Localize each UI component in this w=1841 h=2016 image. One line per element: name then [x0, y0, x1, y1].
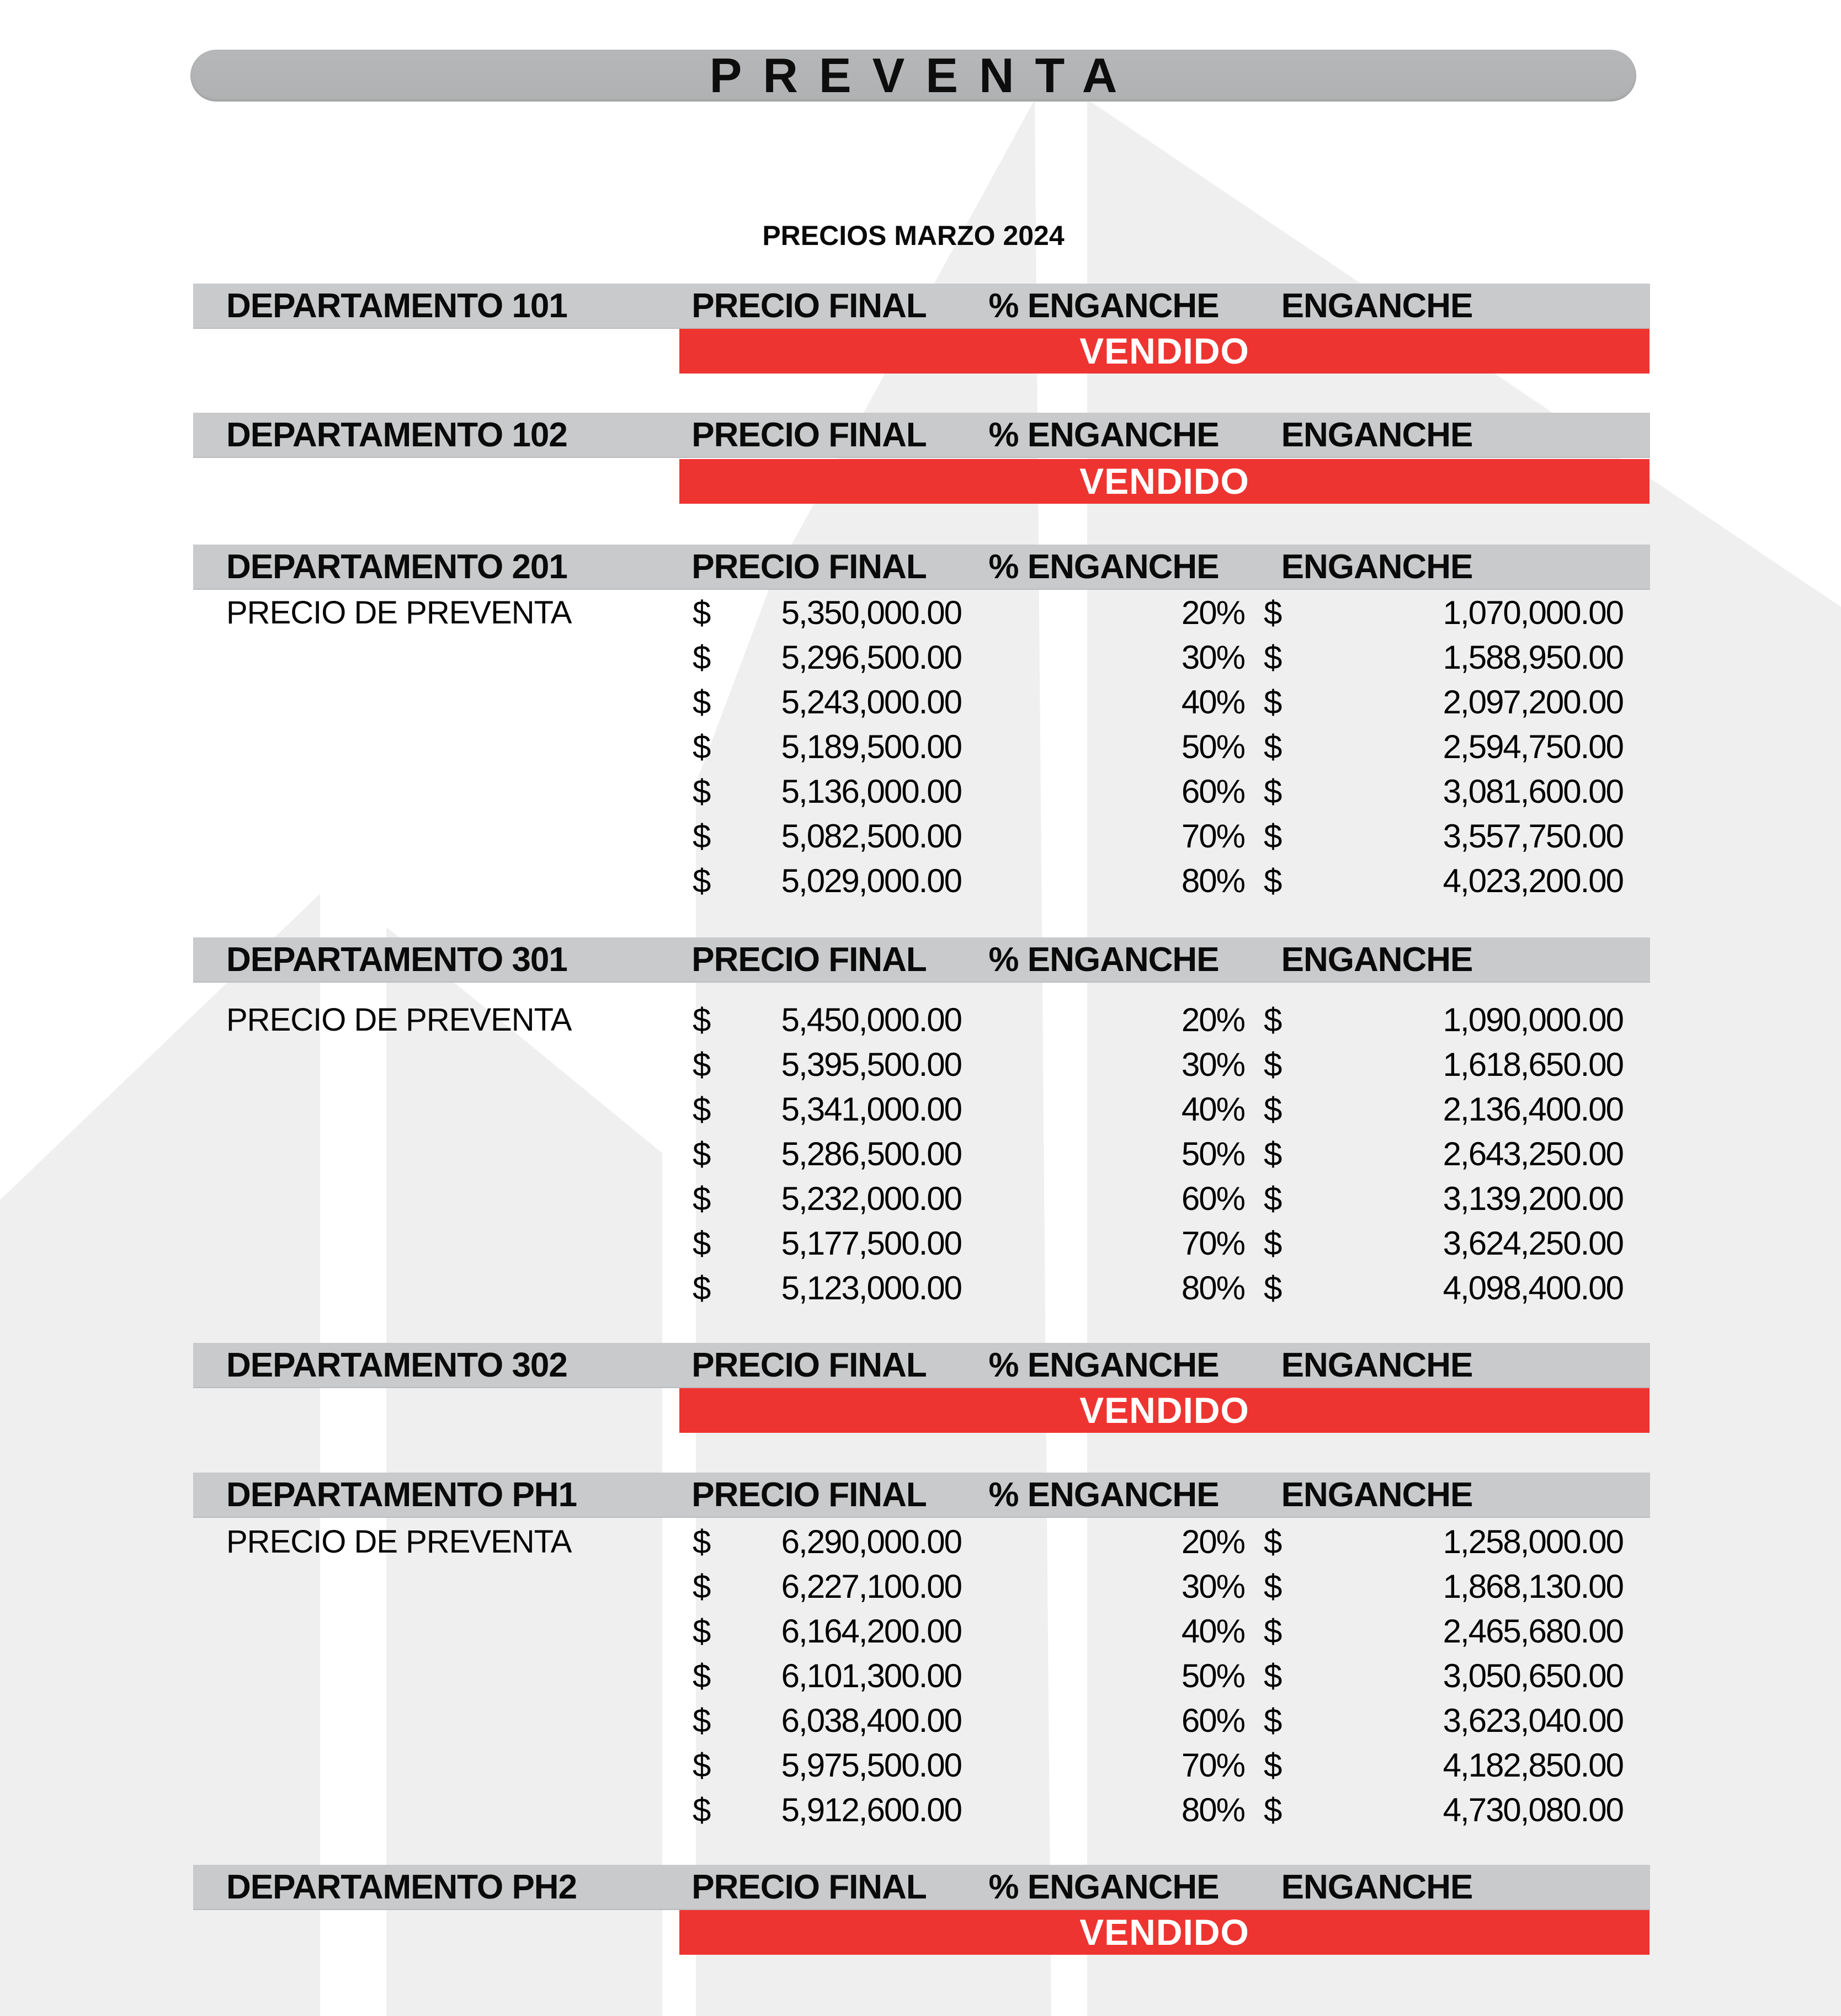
pct-enganche-value: 60% [1181, 773, 1244, 810]
currency-symbol: $ [1264, 1225, 1281, 1262]
pct-enganche-value: 50% [1181, 728, 1244, 765]
precio-final-cell [693, 1087, 961, 1132]
currency-symbol: $ [1264, 773, 1281, 810]
section-header-302 [193, 1343, 1650, 1388]
sold-banner-102 [679, 459, 1650, 504]
precio-final-value: 5,395,500.00 [781, 1046, 961, 1083]
presale-label: PRECIO DE PREVENTA [226, 1002, 572, 1038]
precio-final-value: 5,975,500.00 [781, 1747, 961, 1784]
currency-symbol: $ [1264, 1747, 1281, 1784]
pct-enganche-value: 60% [1181, 1702, 1244, 1739]
sold-label: VENDIDO [1079, 1390, 1249, 1431]
pct-enganche-value: 20% [1181, 1001, 1244, 1038]
section-header-201 [193, 545, 1650, 590]
pct-enganche-value: 70% [1181, 1225, 1244, 1262]
currency-symbol: $ [1264, 1613, 1281, 1650]
currency-symbol: $ [1264, 1180, 1281, 1217]
enganche-value: 2,643,250.00 [1443, 1135, 1623, 1172]
col-enganche: ENGANCHE [1281, 1476, 1473, 1514]
enganche-value: 4,023,200.00 [1443, 862, 1623, 899]
currency-symbol: $ [693, 594, 710, 631]
currency-symbol: $ [1264, 594, 1281, 631]
precio-final-value: 6,227,100.00 [781, 1568, 961, 1605]
currency-symbol: $ [693, 1657, 710, 1694]
pct-enganche-value: 60% [1181, 1180, 1244, 1217]
col-pct-enganche: % ENGANCHE [988, 1346, 1219, 1384]
enganche-value: 2,136,400.00 [1443, 1091, 1623, 1128]
section-header-301 [193, 937, 1650, 983]
precio-final-cell [693, 1609, 961, 1654]
col-precio-final: PRECIO FINAL [691, 1476, 927, 1514]
currency-symbol: $ [1264, 684, 1281, 721]
price-row [0, 1266, 1841, 1310]
pct-enganche-value: 50% [1181, 1135, 1244, 1172]
precio-final-cell [693, 1743, 961, 1788]
precio-final-value: 5,912,600.00 [781, 1791, 961, 1828]
dept-name: DEPARTAMENTO 101 [226, 287, 567, 325]
pct-enganche-value: 30% [1181, 639, 1244, 676]
enganche-cell [1264, 1519, 1623, 1564]
sold-banner-302 [679, 1388, 1650, 1433]
precio-final-cell [693, 1519, 961, 1564]
price-row [0, 635, 1841, 680]
precio-final-value: 5,189,500.00 [781, 728, 961, 765]
section-header-101 [193, 284, 1650, 329]
enganche-value: 1,070,000.00 [1443, 594, 1623, 631]
precio-final-cell [693, 998, 961, 1042]
col-precio-final: PRECIO FINAL [691, 1868, 927, 1906]
price-row [0, 1519, 1841, 1564]
sold-label: VENDIDO [1079, 461, 1249, 502]
precio-final-value: 5,341,000.00 [781, 1091, 961, 1128]
sold-banner-101 [679, 329, 1650, 374]
col-enganche: ENGANCHE [1281, 416, 1473, 454]
currency-symbol: $ [693, 1270, 710, 1306]
enganche-value: 4,182,850.00 [1443, 1747, 1623, 1784]
currency-symbol: $ [693, 862, 710, 899]
precio-final-cell [693, 1132, 961, 1176]
enganche-cell [1264, 1609, 1623, 1654]
col-precio-final: PRECIO FINAL [691, 287, 927, 325]
enganche-cell [1264, 680, 1623, 724]
price-row [0, 1698, 1841, 1743]
currency-symbol: $ [1264, 862, 1281, 899]
currency-symbol: $ [693, 1702, 710, 1739]
precio-final-cell [693, 1564, 961, 1609]
currency-symbol: $ [693, 1001, 710, 1038]
currency-symbol: $ [1264, 1791, 1281, 1828]
dept-name: DEPARTAMENTO 201 [226, 548, 567, 586]
precio-final-value: 6,038,400.00 [781, 1702, 961, 1739]
currency-symbol: $ [693, 1613, 710, 1650]
pct-enganche-value: 80% [1181, 1791, 1244, 1828]
precio-final-value: 6,290,000.00 [781, 1523, 961, 1560]
section-header-ph2 [193, 1865, 1650, 1910]
currency-symbol: $ [1264, 1702, 1281, 1739]
pct-enganche-value: 30% [1181, 1568, 1244, 1605]
price-row [0, 814, 1841, 858]
enganche-cell [1264, 1788, 1623, 1832]
col-enganche: ENGANCHE [1281, 548, 1473, 586]
currency-symbol: $ [693, 684, 710, 721]
currency-symbol: $ [1264, 728, 1281, 765]
subtitle: PRECIOS MARZO 2024 [762, 220, 1065, 251]
enganche-value: 1,588,950.00 [1443, 639, 1623, 676]
pct-enganche-value: 50% [1181, 1657, 1244, 1694]
sold-banner-ph2 [679, 1910, 1650, 1955]
col-enganche: ENGANCHE [1281, 287, 1473, 325]
pct-enganche-value: 70% [1181, 1747, 1244, 1784]
enganche-cell [1264, 724, 1623, 769]
enganche-cell [1264, 1743, 1623, 1788]
currency-symbol: $ [693, 818, 710, 855]
currency-symbol: $ [693, 1046, 710, 1083]
enganche-cell [1264, 1698, 1623, 1743]
precio-final-cell [693, 680, 961, 724]
precio-final-value: 6,101,300.00 [781, 1657, 961, 1694]
dept-name: DEPARTAMENTO 302 [226, 1346, 567, 1384]
precio-final-value: 5,177,500.00 [781, 1225, 961, 1262]
col-enganche: ENGANCHE [1281, 941, 1473, 979]
col-precio-final: PRECIO FINAL [691, 548, 927, 586]
currency-symbol: $ [693, 1180, 710, 1217]
precio-final-value: 5,296,500.00 [781, 639, 961, 676]
price-row [0, 680, 1841, 724]
precio-final-cell [693, 1788, 961, 1832]
precio-final-cell [693, 1042, 961, 1087]
col-pct-enganche: % ENGANCHE [988, 1476, 1219, 1514]
currency-symbol: $ [1264, 818, 1281, 855]
currency-symbol: $ [1264, 1568, 1281, 1605]
pct-enganche-value: 40% [1181, 1613, 1244, 1650]
price-row [0, 590, 1841, 635]
dept-name: DEPARTAMENTO PH2 [226, 1868, 577, 1906]
dept-name: DEPARTAMENTO 301 [226, 941, 567, 979]
currency-symbol: $ [1264, 639, 1281, 676]
currency-symbol: $ [693, 1568, 710, 1605]
enganche-cell [1264, 590, 1623, 635]
currency-symbol: $ [693, 1523, 710, 1560]
enganche-cell [1264, 1654, 1623, 1698]
enganche-value: 4,730,080.00 [1443, 1791, 1623, 1828]
currency-symbol: $ [1264, 1091, 1281, 1128]
enganche-cell [1264, 858, 1623, 903]
price-row [0, 1132, 1841, 1176]
precio-final-cell [693, 1221, 961, 1266]
col-precio-final: PRECIO FINAL [691, 941, 927, 979]
enganche-cell [1264, 769, 1623, 814]
price-row [0, 1564, 1841, 1609]
currency-symbol: $ [693, 773, 710, 810]
pct-enganche-value: 40% [1181, 1091, 1244, 1128]
precio-final-cell [693, 1266, 961, 1310]
price-row [0, 1042, 1841, 1087]
currency-symbol: $ [1264, 1657, 1281, 1694]
price-row [0, 858, 1841, 903]
enganche-cell [1264, 635, 1623, 680]
currency-symbol: $ [1264, 1001, 1281, 1038]
col-pct-enganche: % ENGANCHE [988, 941, 1219, 979]
price-row [0, 769, 1841, 814]
enganche-cell [1264, 1266, 1623, 1310]
currency-symbol: $ [1264, 1046, 1281, 1083]
precio-final-value: 5,350,000.00 [781, 594, 961, 631]
dept-name: DEPARTAMENTO PH1 [226, 1476, 577, 1514]
currency-symbol: $ [693, 1135, 710, 1172]
price-row [0, 724, 1841, 769]
enganche-value: 3,624,250.00 [1443, 1225, 1623, 1262]
pct-enganche-value: 20% [1181, 1523, 1244, 1560]
price-row [0, 1743, 1841, 1788]
enganche-value: 1,258,000.00 [1443, 1523, 1623, 1560]
enganche-cell [1264, 998, 1623, 1042]
precio-final-cell [693, 814, 961, 858]
col-pct-enganche: % ENGANCHE [988, 416, 1219, 454]
pct-enganche-value: 70% [1181, 818, 1244, 855]
price-row [0, 1609, 1841, 1654]
enganche-cell [1264, 1042, 1623, 1087]
col-precio-final: PRECIO FINAL [691, 1346, 927, 1384]
precio-final-value: 5,232,000.00 [781, 1180, 961, 1217]
enganche-value: 1,868,130.00 [1443, 1568, 1623, 1605]
page-title: PREVENTA [709, 48, 1138, 103]
enganche-value: 3,623,040.00 [1443, 1702, 1623, 1739]
price-row [0, 1788, 1841, 1832]
dept-name: DEPARTAMENTO 102 [226, 416, 567, 454]
currency-symbol: $ [693, 639, 710, 676]
col-pct-enganche: % ENGANCHE [988, 548, 1219, 586]
col-enganche: ENGANCHE [1281, 1346, 1473, 1384]
precio-final-cell [693, 635, 961, 680]
sold-label: VENDIDO [1079, 330, 1249, 371]
precio-final-cell [693, 724, 961, 769]
price-row [0, 1087, 1841, 1132]
precio-final-cell [693, 769, 961, 814]
precio-final-value: 5,029,000.00 [781, 862, 961, 899]
title-banner [190, 50, 1636, 102]
enganche-value: 4,098,400.00 [1443, 1270, 1623, 1306]
price-row [0, 998, 1841, 1042]
section-header-ph1 [193, 1473, 1650, 1518]
price-row [0, 1654, 1841, 1698]
enganche-value: 3,050,650.00 [1443, 1657, 1623, 1694]
section-header-102 [193, 413, 1650, 458]
precio-final-value: 5,082,500.00 [781, 818, 961, 855]
enganche-cell [1264, 1221, 1623, 1266]
price-row [0, 1221, 1841, 1266]
precio-final-value: 5,450,000.00 [781, 1001, 961, 1038]
enganche-value: 1,090,000.00 [1443, 1001, 1623, 1038]
enganche-value: 3,557,750.00 [1443, 818, 1623, 855]
precio-final-value: 5,136,000.00 [781, 773, 961, 810]
currency-symbol: $ [693, 728, 710, 765]
precio-final-value: 6,164,200.00 [781, 1613, 961, 1650]
currency-symbol: $ [1264, 1523, 1281, 1560]
pct-enganche-value: 40% [1181, 684, 1244, 721]
precio-final-cell [693, 590, 961, 635]
enganche-value: 3,081,600.00 [1443, 773, 1623, 810]
presale-label: PRECIO DE PREVENTA [226, 595, 572, 631]
col-enganche: ENGANCHE [1281, 1868, 1473, 1906]
col-precio-final: PRECIO FINAL [691, 416, 927, 454]
enganche-cell [1264, 1176, 1623, 1221]
enganche-cell [1264, 1564, 1623, 1609]
col-pct-enganche: % ENGANCHE [988, 287, 1219, 325]
enganche-value: 1,618,650.00 [1443, 1046, 1623, 1083]
col-pct-enganche: % ENGANCHE [988, 1868, 1219, 1906]
enganche-value: 3,139,200.00 [1443, 1180, 1623, 1217]
pct-enganche-value: 80% [1181, 862, 1244, 899]
enganche-value: 2,465,680.00 [1443, 1613, 1623, 1650]
currency-symbol: $ [693, 1747, 710, 1784]
currency-symbol: $ [1264, 1135, 1281, 1172]
presale-label: PRECIO DE PREVENTA [226, 1524, 572, 1560]
precio-final-cell [693, 1654, 961, 1698]
price-row [0, 1176, 1841, 1221]
precio-final-cell [693, 1176, 961, 1221]
currency-symbol: $ [693, 1091, 710, 1128]
precio-final-cell [693, 858, 961, 903]
currency-symbol: $ [1264, 1270, 1281, 1306]
precio-final-value: 5,243,000.00 [781, 684, 961, 721]
precio-final-cell [693, 1698, 961, 1743]
enganche-value: 2,097,200.00 [1443, 684, 1623, 721]
pct-enganche-value: 30% [1181, 1046, 1244, 1083]
pct-enganche-value: 20% [1181, 594, 1244, 631]
enganche-cell [1264, 814, 1623, 858]
precio-final-value: 5,123,000.00 [781, 1270, 961, 1306]
enganche-value: 2,594,750.00 [1443, 728, 1623, 765]
pct-enganche-value: 80% [1181, 1270, 1244, 1306]
enganche-cell [1264, 1132, 1623, 1176]
sold-label: VENDIDO [1079, 1912, 1249, 1953]
enganche-cell [1264, 1087, 1623, 1132]
currency-symbol: $ [693, 1225, 710, 1262]
currency-symbol: $ [693, 1791, 710, 1828]
precio-final-value: 5,286,500.00 [781, 1135, 961, 1172]
